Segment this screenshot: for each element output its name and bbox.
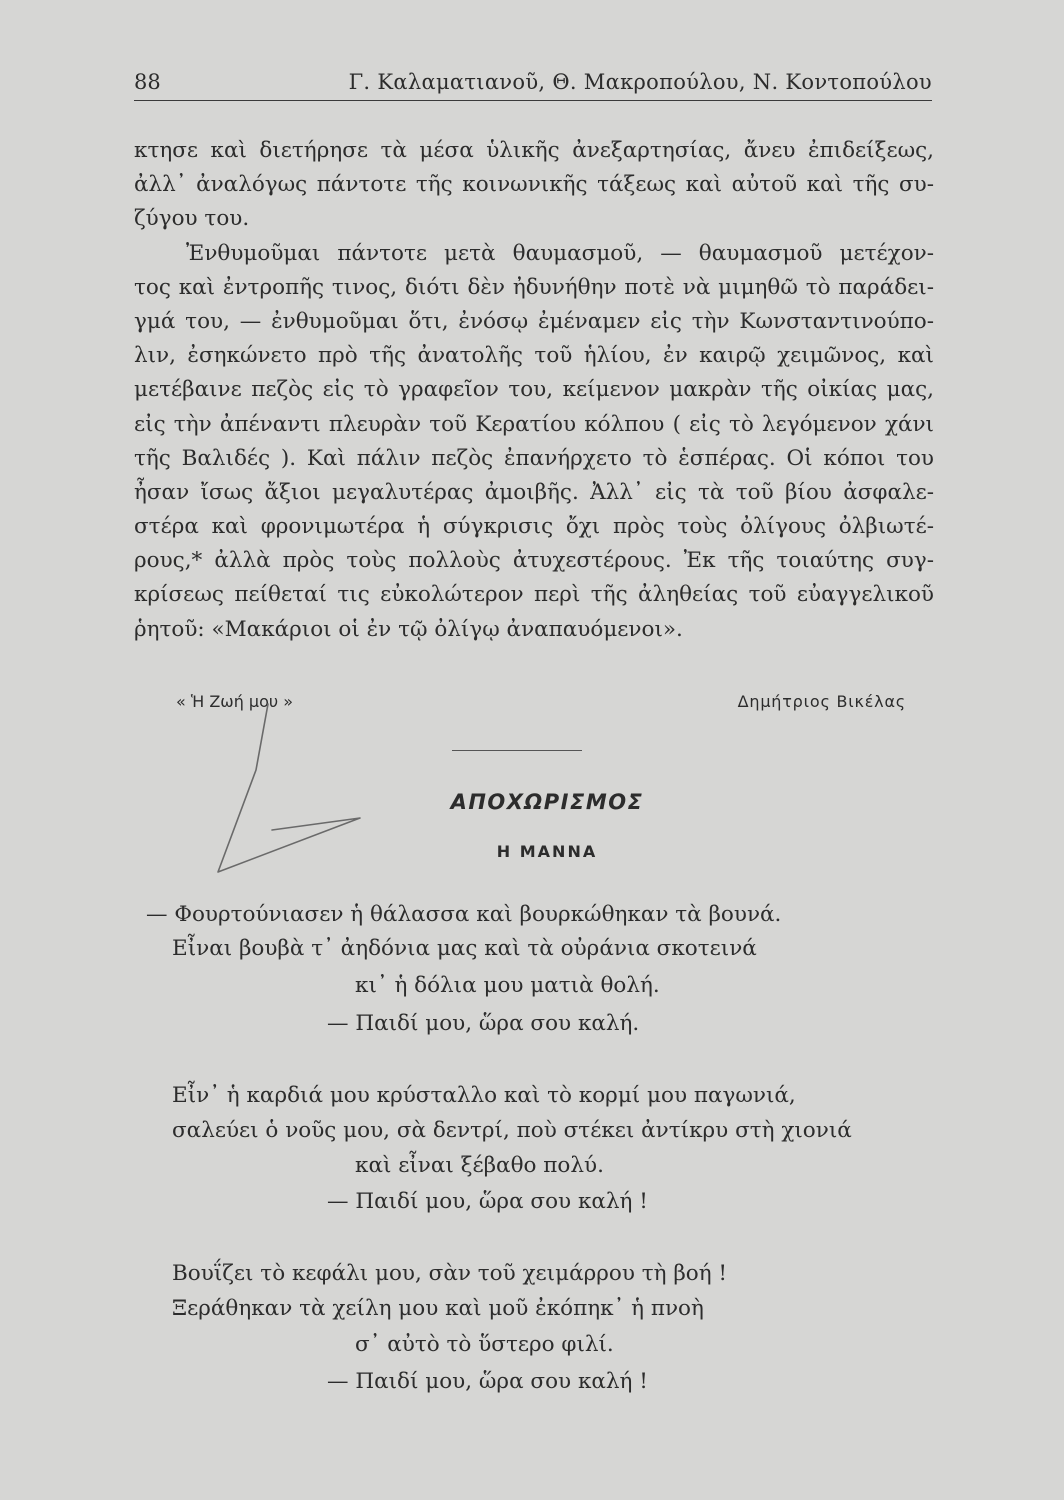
verse-line: — Φουρτούνιασεν ἡ θάλασσα καὶ βουρκώθηκαν τὰ βουνά.: [146, 902, 782, 927]
prose-line: τῆς Βαλιδές ). Καὶ πάλιν πεζὸς ἐπανήρχετο τὸ ἑσπέρας. Οἱ κόποι του: [134, 445, 934, 471]
prose-line: ῥητοῦ: «Μακάριοι οἱ ἐν τῷ ὀλίγῳ ἀναπαυόμενοι».: [134, 616, 683, 642]
prose-line: Ἐνθυμοῦμαι πάντοτε μετὰ θαυμασμοῦ, — θαυμασμοῦ μετέχον-: [186, 240, 934, 266]
poem-subtitle: Η ΜΑΝΝΑ: [496, 842, 598, 861]
verse-line: Εἶν᾽ ἡ καρδιά μου κρύσταλλο καὶ τὸ κορμί μου παγωνιά,: [172, 1083, 796, 1108]
source-title: « Ἡ Ζωή μου »: [176, 692, 294, 711]
verse-line: σ᾽ αὐτὸ τὸ ὕστερο φιλί.: [355, 1332, 614, 1357]
prose-line: τος καὶ ἐντροπῆς τινος, διότι δὲν ἠδυνήθην ποτὲ νὰ μιμηθῶ τὸ παράδει-: [134, 274, 934, 300]
prose-line: ρους,* ἀλλὰ πρὸς τοὺς πολλοὺς ἀτυχεστέρους. Ἐκ τῆς τοιαύτης συγ-: [134, 548, 934, 574]
prose-line: ἀλλ᾽ ἀναλόγως πάντοτε τῆς κοινωνικῆς τάξεως καὶ αὐτοῦ καὶ τῆς συ-: [134, 172, 934, 198]
prose-line: μετέβαινε πεζὸς εἰς τὸ γραφεῖον του, κείμενον μακρὰν τῆς οἰκίας μας,: [134, 377, 934, 403]
verse-line: Βουΐζει τὸ κεφάλι μου, σὰν τοῦ χειμάρρου τὴ βοή !: [172, 1261, 728, 1286]
verse-line: Εἶναι βουβὰ τ᾽ ἀηδόνια μας καὶ τὰ οὐράνια σκοτεινά: [172, 936, 757, 961]
prose-line: λιν, ἐσηκώνετο πρὸ τῆς ἀνατολῆς τοῦ ἡλίου, ἐν καιρῷ χειμῶνος, καὶ: [134, 343, 934, 369]
running-head: Γ. Καλαματιανοῦ, Θ. Μακροπούλου, Ν. Κοντοπούλου: [348, 70, 932, 94]
poem-title: ΑΠΟΧΩΡΙΣΜΟΣ: [450, 790, 644, 814]
prose-line: ζύγου του.: [134, 206, 250, 232]
prose-line: ἦσαν ἴσως ἄξιοι μεγαλυτέρας ἀμοιβῆς. Ἀλλ᾽ εἰς τὰ τοῦ βίου ἀσφαλε-: [134, 479, 934, 505]
prose-line: κρίσεως πείθεταί τις εὐκολώτερον περὶ τῆς ἀληθείας τοῦ εὐαγγελικοῦ: [134, 582, 934, 608]
verse-line: σαλεύει ὁ νοῦς μου, σὰ δεντρί, ποὺ στέκει ἀντίκρυ στὴ χιονιά: [172, 1118, 852, 1143]
prose-line: γμά του, — ἐνθυμοῦμαι ὅτι, ἐνόσῳ ἐμέναμεν εἰς τὴν Κωνσταντινούπο-: [134, 308, 934, 334]
author-name: Δημήτριος Βικέλας: [737, 692, 906, 711]
verse-line: Ξεράθηκαν τὰ χείλη μου καὶ μοῦ ἐκόπηκ᾽ ἡ πνοὴ: [172, 1296, 704, 1321]
page-number: 88: [134, 70, 161, 94]
page-header: [134, 66, 932, 101]
verse-line: κι᾽ ἡ δόλια μου ματιὰ θολή.: [355, 973, 660, 998]
prose-line: στέρα καὶ φρονιμωτέρα ἡ σύγκρισις ὄχι πρὸς τοὺς ὀλίγους ὀλβιωτέ-: [134, 514, 934, 540]
prose-paragraphs: [134, 134, 934, 647]
verse-line: καὶ εἶναι ξέβαθο πολύ.: [355, 1153, 604, 1178]
prose-line: εἰς τὴν ἀπέναντι πλευρὰν τοῦ Κερατίου κόλπου ( εἰς τὸ λεγόμενον χάνι: [134, 411, 934, 437]
verse-line: — Παιδί μου, ὥρα σου καλή !: [327, 1369, 648, 1394]
verse-line: — Παιδί μου, ὥρα σου καλή !: [327, 1189, 648, 1214]
verse-line: — Παιδί μου, ὥρα σου καλή.: [327, 1011, 640, 1036]
section-divider: [452, 750, 582, 751]
prose-line: κτησε καὶ διετήρησε τὰ μέσα ὑλικῆς ἀνεξαρτησίας, ἄνευ ἐπιδείξεως,: [134, 138, 934, 163]
